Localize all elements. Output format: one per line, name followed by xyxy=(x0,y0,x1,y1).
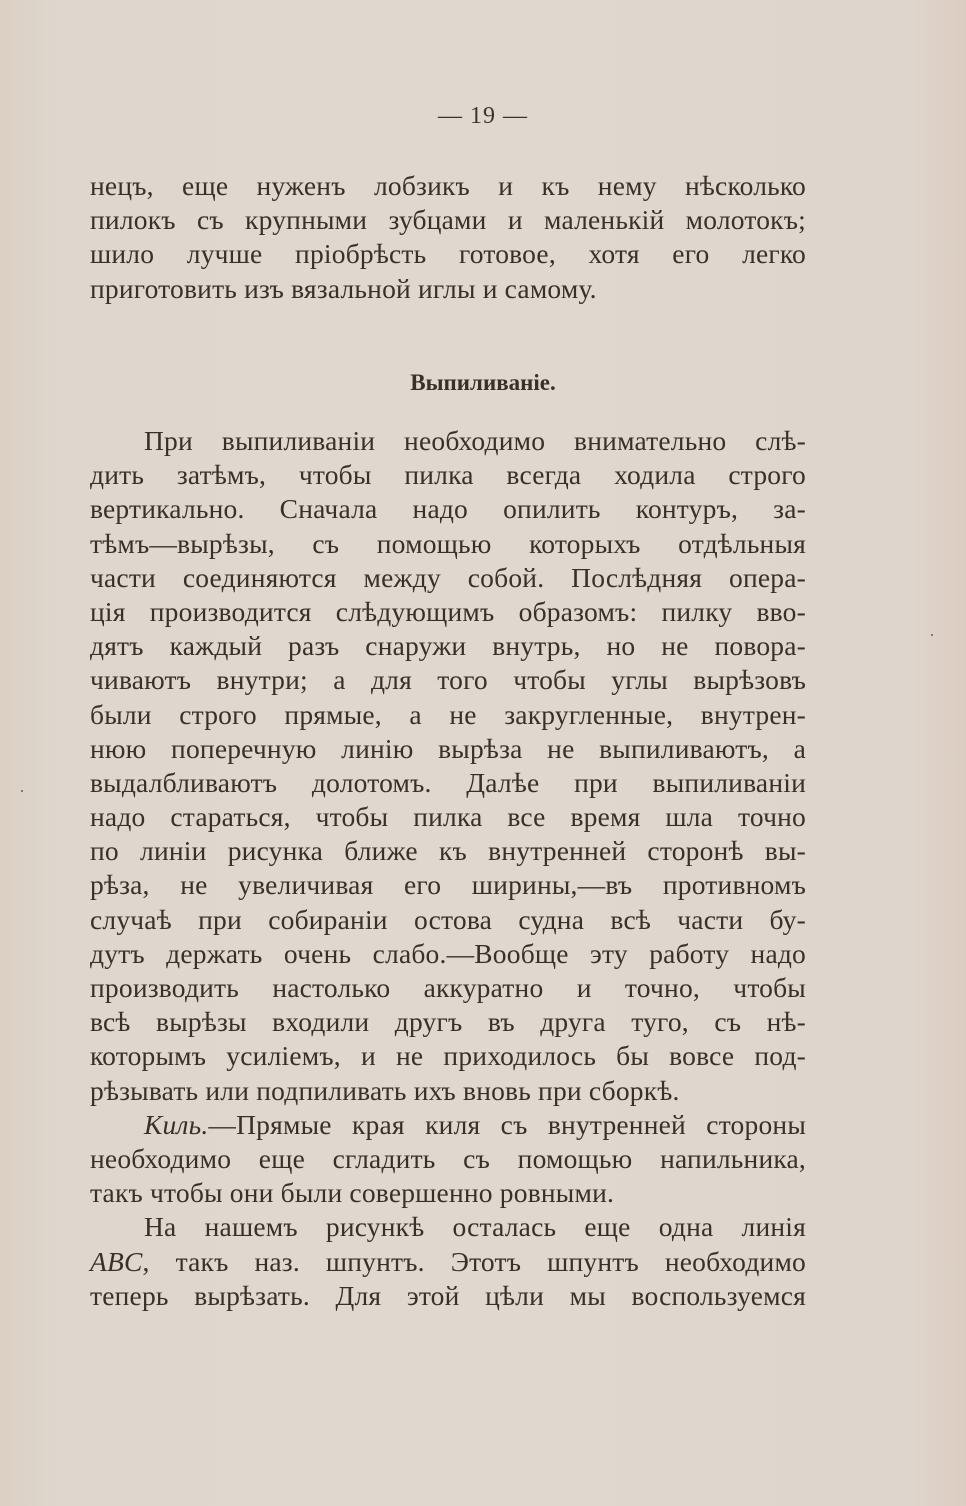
text-line: надо стараться, чтобы пилка все время шла точно xyxy=(90,801,806,833)
intro-paragraph xyxy=(90,169,806,306)
text-line: приготовить изъ вязальной иглы и самому. xyxy=(90,272,597,304)
text-line: шило лучше пріобрѣсть готовое, хотя его легко xyxy=(90,238,806,270)
text-line: дить затѣмъ, чтобы пилка всегда ходила строго xyxy=(90,459,806,491)
text-line: всѣ вырѣзы входили другъ въ друга туго, съ нѣ- xyxy=(90,1006,806,1038)
italic-term-abc: ABC xyxy=(90,1245,143,1277)
italic-term-keel: Киль. xyxy=(144,1108,209,1140)
text-line: были строго прямые, а не закругленные, внутрен- xyxy=(90,698,806,730)
text-line: теперь вырѣзать. Для этой цѣли мы воспользуемся xyxy=(90,1279,806,1311)
text-line: рѣзывать или подпиливать ихъ вновь при сборкѣ. xyxy=(90,1074,680,1106)
text-line: случаѣ при собираніи остова судна всѣ части бу- xyxy=(90,903,806,935)
text-line: дятъ каждый разъ снаружи внутрь, но не повора- xyxy=(90,630,806,662)
text-line: чиваютъ внутри; а для того чтобы углы вырѣзовъ xyxy=(90,664,806,696)
paper-speck xyxy=(931,634,933,636)
text-line: которымъ усиліемъ, и не приходилось бы вовсе под- xyxy=(90,1040,806,1072)
text-line: такъ чтобы они были совершенно ровными. xyxy=(90,1177,615,1209)
text-line: рѣза, не увеличивая его ширины,—въ противномъ xyxy=(90,869,806,901)
paragraph-sawing xyxy=(90,424,806,1313)
text-line: При выпиливаніи необходимо внимательно слѣ- xyxy=(144,425,806,456)
text-line: ція производится слѣдующимъ образомъ: пилку вво- xyxy=(90,595,806,627)
text-span: , такъ наз. шпунтъ. Этотъ шпунтъ необходимо xyxy=(142,1245,806,1277)
text-line: тѣмъ—вырѣзы, съ помощью которыхъ отдѣльныя xyxy=(90,527,806,559)
section-heading: Выпиливаніе. xyxy=(410,370,556,395)
paper-speck xyxy=(21,790,23,792)
text-line: выдалбливаютъ долотомъ. Далѣе при выпиливаніи xyxy=(90,766,806,798)
text-line: производить настолько аккуратно и точно, чтобы xyxy=(90,972,806,1003)
text-line: необходимо еще сгладить съ помощью напильника, xyxy=(90,1142,806,1174)
text-line xyxy=(90,1245,806,1279)
text-line: вертикально. Сначала надо опилить контуръ, за- xyxy=(90,493,806,525)
text-line xyxy=(90,1108,806,1142)
text-line: нецъ, еще нуженъ лобзикъ и къ нему нѣсколько xyxy=(90,170,806,201)
text-span: —Прямые края киля съ внутренней стороны xyxy=(208,1108,806,1140)
text-line: по линіи рисунка ближе къ внутренней сторонѣ вы- xyxy=(90,835,806,867)
text-line: дутъ держать очень слабо.—Вообще эту работу надо xyxy=(90,937,806,969)
text-line: части соединяются между собой. Послѣдняя опера- xyxy=(90,561,806,593)
text-line: пилокъ съ крупными зубцами и маленькій молотокъ; xyxy=(90,204,806,236)
text-line: нюю поперечную линію вырѣза не выпиливаютъ, а xyxy=(90,732,806,764)
text-line: На нашемъ рисункѣ осталась еще одна линія xyxy=(144,1211,806,1243)
page-number: — 19 — xyxy=(438,103,528,129)
